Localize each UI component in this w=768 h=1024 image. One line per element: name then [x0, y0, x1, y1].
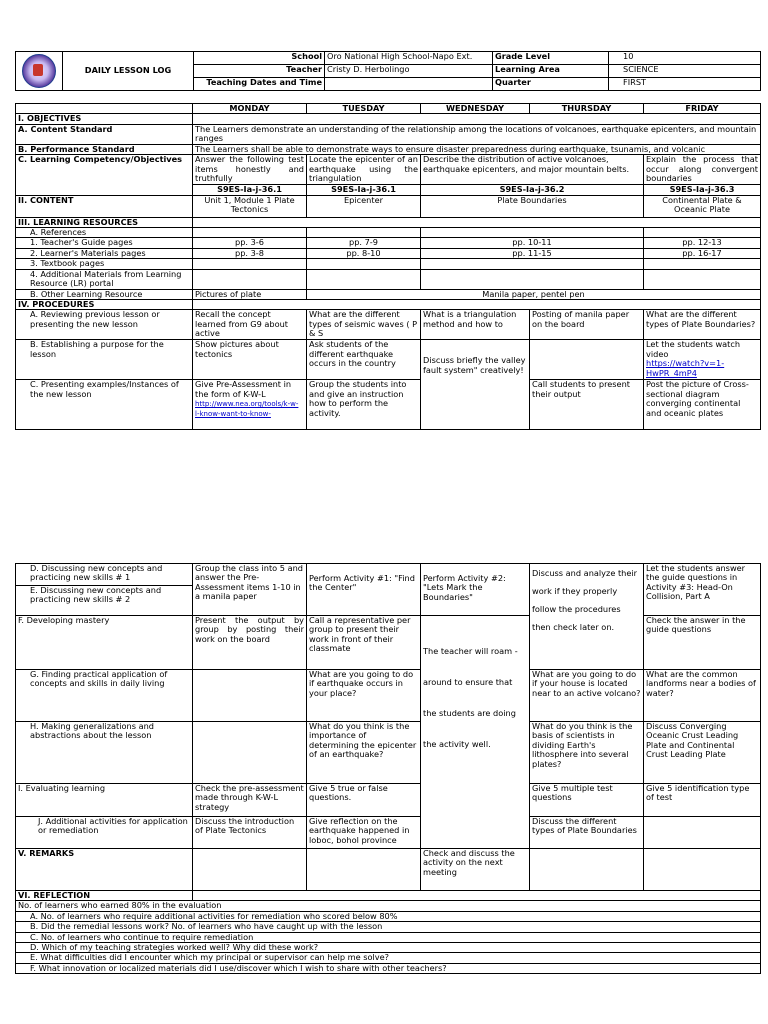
reflection-item: D. Which of my teaching strategies worked well? Why did these work? — [16, 943, 761, 953]
objectives-blank — [193, 114, 761, 124]
dates-label: Teaching Dates and Time — [194, 78, 325, 91]
references-tue — [307, 228, 421, 238]
proc-j-label: J. Additional activities for application or remediation — [16, 817, 193, 849]
reflection-item: E. What difficulties did I encounter which my principal or supervisor can help me solve? — [16, 953, 761, 963]
proc-b-friday-text: Let the students watch video — [646, 339, 741, 359]
proc-f-label: F. Developing mastery — [16, 616, 193, 670]
proc-a-thursday: Posting of manila paper on the board — [530, 310, 644, 340]
proc-a-monday: Recall the concept learned from G9 about active — [193, 310, 307, 340]
teacher-value: Cristy D. Herbolingo — [325, 65, 493, 78]
proc-h-friday: Discuss Converging Oceanic Crust Leading Plate and Continental Crust Leading Plate — [644, 722, 761, 784]
remarks-friday — [644, 849, 761, 891]
tb-wt — [421, 259, 644, 269]
grade-value: 10 — [609, 52, 761, 65]
remarks-thursday — [530, 849, 644, 891]
remarks-monday — [193, 849, 307, 891]
code-monday: S9ES-Ia-j-36.1 — [193, 185, 307, 195]
proc-g-friday: What are the common landforms near a bodies of water? — [644, 670, 761, 722]
reflection-heading: VI. REFLECTION — [16, 891, 193, 901]
resources-blank — [193, 217, 761, 227]
remarks-tuesday — [307, 849, 421, 891]
competency-tuesday: Locate the epicenter of an earthquake using the triangulation — [307, 155, 421, 185]
tb-mon — [193, 259, 307, 269]
lm-wed-thu: pp. 11-15 — [421, 248, 644, 258]
proc-i-monday: Check the pre-assessment made through K-W-L strategy — [193, 784, 307, 817]
lesson-table-top — [15, 103, 761, 430]
dates-value — [325, 78, 493, 91]
proc-c-monday — [193, 380, 307, 430]
proc-d-label: D. Discussing new concepts and practicing new skills # 1 — [16, 564, 193, 586]
procedures-blank — [193, 300, 761, 310]
proc-g-tuesday: What are you going to do if earthquake occurs in your place? — [307, 670, 421, 722]
day-tuesday: TUESDAY — [307, 104, 421, 114]
lesson-table-bottom — [15, 563, 761, 974]
day-friday: FRIDAY — [644, 104, 761, 114]
reflection-item: B. Did the remedial lessons work? No. of learners who have caught up with the lesson — [16, 922, 761, 932]
proc-b-label: B. Establishing a purpose for the lesson — [16, 340, 193, 380]
performance-standard-text: The Learners shall be able to demonstrate ways to ensure disaster preparedness during earthquake, tsunamis, and volcanic — [193, 144, 761, 154]
deped-seal-icon — [22, 54, 56, 88]
additional-materials-label: 4. Additional Materials from Learning Resource (LR) portal — [16, 269, 193, 289]
area-value: SCIENCE — [609, 65, 761, 78]
tg-wed-thu: pp. 10-11 — [421, 238, 644, 248]
proc-h-monday — [193, 722, 307, 784]
day-wednesday: WEDNESDAY — [421, 104, 530, 114]
am-mon — [193, 269, 307, 289]
content-friday: Continental Plate & Oceanic Plate — [644, 195, 761, 217]
school-value: Oro National High School-Napo Ext. — [325, 52, 493, 65]
proc-b-friday — [644, 340, 761, 380]
lm-friday: pp. 16-17 — [644, 248, 761, 258]
lm-monday: pp. 3-8 — [193, 248, 307, 258]
proc-j-friday — [644, 817, 761, 849]
proc-b-thursday — [530, 340, 644, 380]
code-friday: S9ES-Ia-j-36.3 — [644, 185, 761, 195]
resources-heading: III. LEARNING RESOURCES — [16, 217, 193, 227]
content-standard-label: A. Content Standard — [16, 124, 193, 144]
proc-a-friday: What are the different types of Plate Boundaries? — [644, 310, 761, 340]
proc-b-tuesday: Ask students of the different earthquake occurs in the country — [307, 340, 421, 380]
day-header-blank — [16, 104, 193, 114]
proc-a-wednesday: What is a triangulation method and how to — [421, 310, 530, 340]
other-resources-label: B. Other Learning Resource — [16, 289, 193, 299]
proc-i-tuesday: Give 5 true or false questions. — [307, 784, 421, 817]
quarter-value: FIRST — [609, 78, 761, 91]
textbook-label: 3. Textbook pages — [16, 259, 193, 269]
reflection-item: A. No. of learners who require additional activities for remediation who scored below 80% — [16, 911, 761, 921]
code-wed-thu: S9ES-Ia-j-36.2 — [421, 185, 644, 195]
references-mon — [193, 228, 307, 238]
am-tue — [307, 269, 421, 289]
proc-b-monday: Show pictures about tectonics — [193, 340, 307, 380]
other-resources-monday: Pictures of plate — [193, 289, 307, 299]
proc-de-monday: Group the class into 5 and answer the Pre-Assessment items 1-10 in a manila paper — [193, 564, 307, 616]
proc-a-tuesday: What are the different types of seismic waves ( P & S — [307, 310, 421, 340]
proc-g-label: G. Finding practical application of concepts and skills in daily living — [16, 670, 193, 722]
performance-standard-label: B. Performance Standard — [16, 144, 193, 154]
proc-j-thursday: Discuss the different types of Plate Boundaries — [530, 817, 644, 849]
reflection-item: C. No. of learners who continue to require remediation — [16, 932, 761, 942]
proc-i-thursday: Give 5 multiple test questions — [530, 784, 644, 817]
proc-c-friday: Post the picture of Cross-sectional diagram converging continental and oceanic plates — [644, 380, 761, 430]
proc-b-wednesday: Discuss briefly the valley fault system" creatively! — [421, 340, 530, 430]
references-wt — [421, 228, 644, 238]
proc-f-tuesday: Call a representative per group to present their work in front of their classmate — [307, 616, 421, 670]
day-monday: MONDAY — [193, 104, 307, 114]
quarter-label: Quarter — [493, 78, 609, 91]
content-monday: Unit 1, Module 1 Plate Tectonics — [193, 195, 307, 217]
content-standard-text: The Learners demonstrate an understanding of the relationship among the locations of volcanoes, earthquake epicenters, and mountain ranges — [193, 124, 761, 144]
reflection-item: F. What innovation or localized materials did I use/discover which I wish to share with other teachers? — [16, 963, 761, 973]
reflection-item: No. of learners who earned 80% in the evaluation — [16, 901, 761, 911]
competency-wed-thu: Describe the distribution of active volcanoes, earthquake epicenters, and major mountain belts. — [421, 155, 644, 185]
content-wed-thu: Plate Boundaries — [421, 195, 644, 217]
proc-def-thursday: Discuss and analyze their work if they properly follow the procedures then check later on. — [530, 564, 644, 670]
proc-a-label: A. Reviewing previous lesson or presenting the new lesson — [16, 310, 193, 340]
tb-tue — [307, 259, 421, 269]
code-tuesday: S9ES-Ia-j-36.1 — [307, 185, 421, 195]
competency-monday: Answer the following test items honestly and truthfully — [193, 155, 307, 185]
procedures-heading: IV. PROCEDURES — [16, 300, 193, 310]
grade-label: Grade Level — [493, 52, 609, 65]
proc-h-thursday: What do you think is the basis of scientists in dividing Earth's lithosphere into several plates? — [530, 722, 644, 784]
proc-g-monday — [193, 670, 307, 722]
proc-c-tuesday: Group the students into and give an instruction how to perform the activity. — [307, 380, 421, 430]
other-resources-rest: Manila paper, pentel pen — [307, 289, 761, 299]
proc-j-monday: Discuss the introduction of Plate Tectonics — [193, 817, 307, 849]
area-label: Learning Area — [493, 65, 609, 78]
proc-wed-roam: The teacher will roam - around to ensure that the students are doing the activity well. — [421, 616, 530, 849]
content-tuesday: Epicenter — [307, 195, 421, 217]
proc-c-label: C. Presenting examples/Instances of the new lesson — [16, 380, 193, 430]
objectives-heading: I. OBJECTIVES — [16, 114, 193, 124]
tg-label: 1. Teacher's Guide pages — [16, 238, 193, 248]
lm-label: 2. Learner's Materials pages — [16, 248, 193, 258]
proc-i-label: I. Evaluating learning — [16, 784, 193, 817]
proc-de-wednesday: Perform Activity #2: "Lets Mark the Boundaries" — [421, 564, 530, 616]
proc-c-monday-text: Give Pre-Assessment in the form of K-W-L — [195, 379, 292, 399]
proc-j-tuesday: Give reflection on the earthquake happened in loboc, bohol province — [307, 817, 421, 849]
remarks-wednesday: Check and discuss the activity on the next meeting — [421, 849, 530, 891]
tb-fri — [644, 259, 761, 269]
proc-de-tuesday: Perform Activity #1: "Find the Center" — [307, 564, 421, 616]
teacher-label: Teacher — [194, 65, 325, 78]
references-fri — [644, 228, 761, 238]
doc-title: DAILY LESSON LOG — [63, 52, 194, 91]
competency-friday: Explain the process that occur along convergent boundaries — [644, 155, 761, 185]
references-label: A. References — [16, 228, 193, 238]
header-table — [15, 51, 761, 91]
remarks-heading: V. REMARKS — [16, 849, 193, 891]
tg-tuesday: pp. 7-9 — [307, 238, 421, 248]
school-label: School — [194, 52, 325, 65]
tg-monday: pp. 3-6 — [193, 238, 307, 248]
proc-f-friday: Check the answer in the guide questions — [644, 616, 761, 670]
day-thursday: THURSDAY — [530, 104, 644, 114]
proc-de-friday: Let the students answer the guide questions in Activity #3: Head-On Collision, Part A — [644, 564, 761, 616]
am-wt — [421, 269, 644, 289]
am-fri — [644, 269, 761, 289]
proc-h-tuesday: What do you think is the importance of determining the epicenter of an earthquake? — [307, 722, 421, 784]
content-heading: II. CONTENT — [16, 195, 193, 217]
lm-tuesday: pp. 8-10 — [307, 248, 421, 258]
deped-seal — [16, 52, 63, 91]
tg-friday: pp. 12-13 — [644, 238, 761, 248]
kwl-link[interactable]: http://www.nea.org/tools/k-w- l-know-want-to-know- — [195, 400, 299, 418]
proc-e-label: E. Discussing new concepts and practicing new skills # 2 — [16, 586, 193, 616]
proc-i-friday: Give 5 identification type of test — [644, 784, 761, 817]
proc-f-monday: Present the output by group by posting their work on the board — [193, 616, 307, 670]
proc-c-thursday: Call students to present their output — [530, 380, 644, 430]
proc-g-thursday: What are you going to do if your house is located near to an active volcano? — [530, 670, 644, 722]
competency-label: C. Learning Competency/Objectives — [16, 155, 193, 195]
proc-h-label: H. Making generalizations and abstractions about the lesson — [16, 722, 193, 784]
reflection-blank — [193, 891, 761, 901]
video-link[interactable]: https://watch?v=1-HwPR_4mP4 — [646, 358, 725, 378]
